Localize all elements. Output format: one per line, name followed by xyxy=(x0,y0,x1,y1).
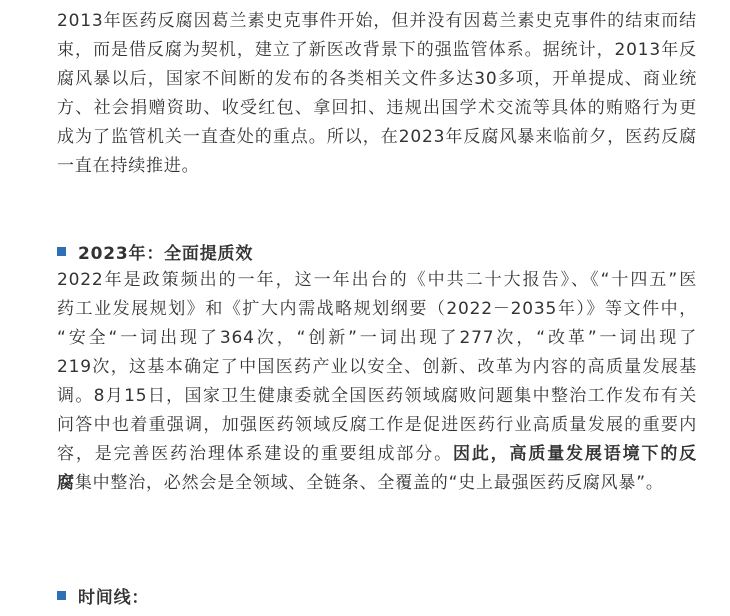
heading-text: 2023年：全面提质效 xyxy=(78,243,254,264)
paragraph-line: 调。8月15日，国家卫生健康委就全国医药领域腐败问题集中整治工作发布有关 xyxy=(57,386,697,406)
paragraph-line: 问答中也着重强调，加强医药领域反腐工作是促进医药行业高质量发展的重要内 xyxy=(57,415,697,435)
paragraph-line-text: 集中整治，必然会是全领域、全链条、全覆盖的“史上最强医药反腐风暴”。 xyxy=(74,473,664,493)
paragraph-line xyxy=(57,469,697,498)
section-heading-2023 xyxy=(57,240,253,262)
paragraph-line: 219次，这基本确定了中国医药产业以安全、创新、改革为内容的高质量发展基 xyxy=(57,357,697,377)
paragraph-background xyxy=(57,7,697,181)
paragraph-line: 方、社会捐赠资助、收受红包、拿回扣、违规出国学术交流等具体的贿赂行为更 xyxy=(57,98,697,118)
heading-text: 时间线： xyxy=(78,587,150,608)
paragraph-line: 束，而是借反腐为契机，建立了新医改背景下的强监管体系。据统计，2013年反 xyxy=(57,40,697,60)
bold-conclusion: 因此，高质量发展语境下的反 xyxy=(452,444,697,464)
paragraph-2023 xyxy=(57,266,697,498)
paragraph-line-text: 容，是完善医药治理体系建设的重要组成部分。 xyxy=(57,444,453,464)
paragraph-line: 2022年是政策频出的一年，这一年出台的《中共二十大报告》、《“十四五”医 xyxy=(57,270,697,290)
paragraph-line: 2013年医药反腐因葛兰素史克事件开始，但并没有因葛兰素史克事件的结束而结 xyxy=(57,11,697,31)
bold-conclusion: 腐 xyxy=(57,473,75,493)
heading-bullet-icon xyxy=(57,591,66,600)
section-heading-timeline xyxy=(57,584,149,606)
heading-bullet-icon xyxy=(57,247,66,256)
paragraph-line xyxy=(57,440,697,469)
paragraph-line: 药工业发展规划》和《扩大内需战略规划纲要（2022－2035年）》等文件中， xyxy=(57,299,697,319)
paragraph-line: “安全“一词出现了364次，“创新”一词出现了277次，“改革”一词出现了 xyxy=(57,328,697,348)
paragraph-line: 成为了监管机关一直查处的重点。所以，在2023年反腐风暴来临前夕，医药反腐 xyxy=(57,127,697,147)
paragraph-line: 一直在持续推进。 xyxy=(57,156,200,176)
paragraph-line: 腐风暴以后，国家不间断的发布的各类相关文件多达30多项，开单提成、商业统 xyxy=(57,69,697,89)
